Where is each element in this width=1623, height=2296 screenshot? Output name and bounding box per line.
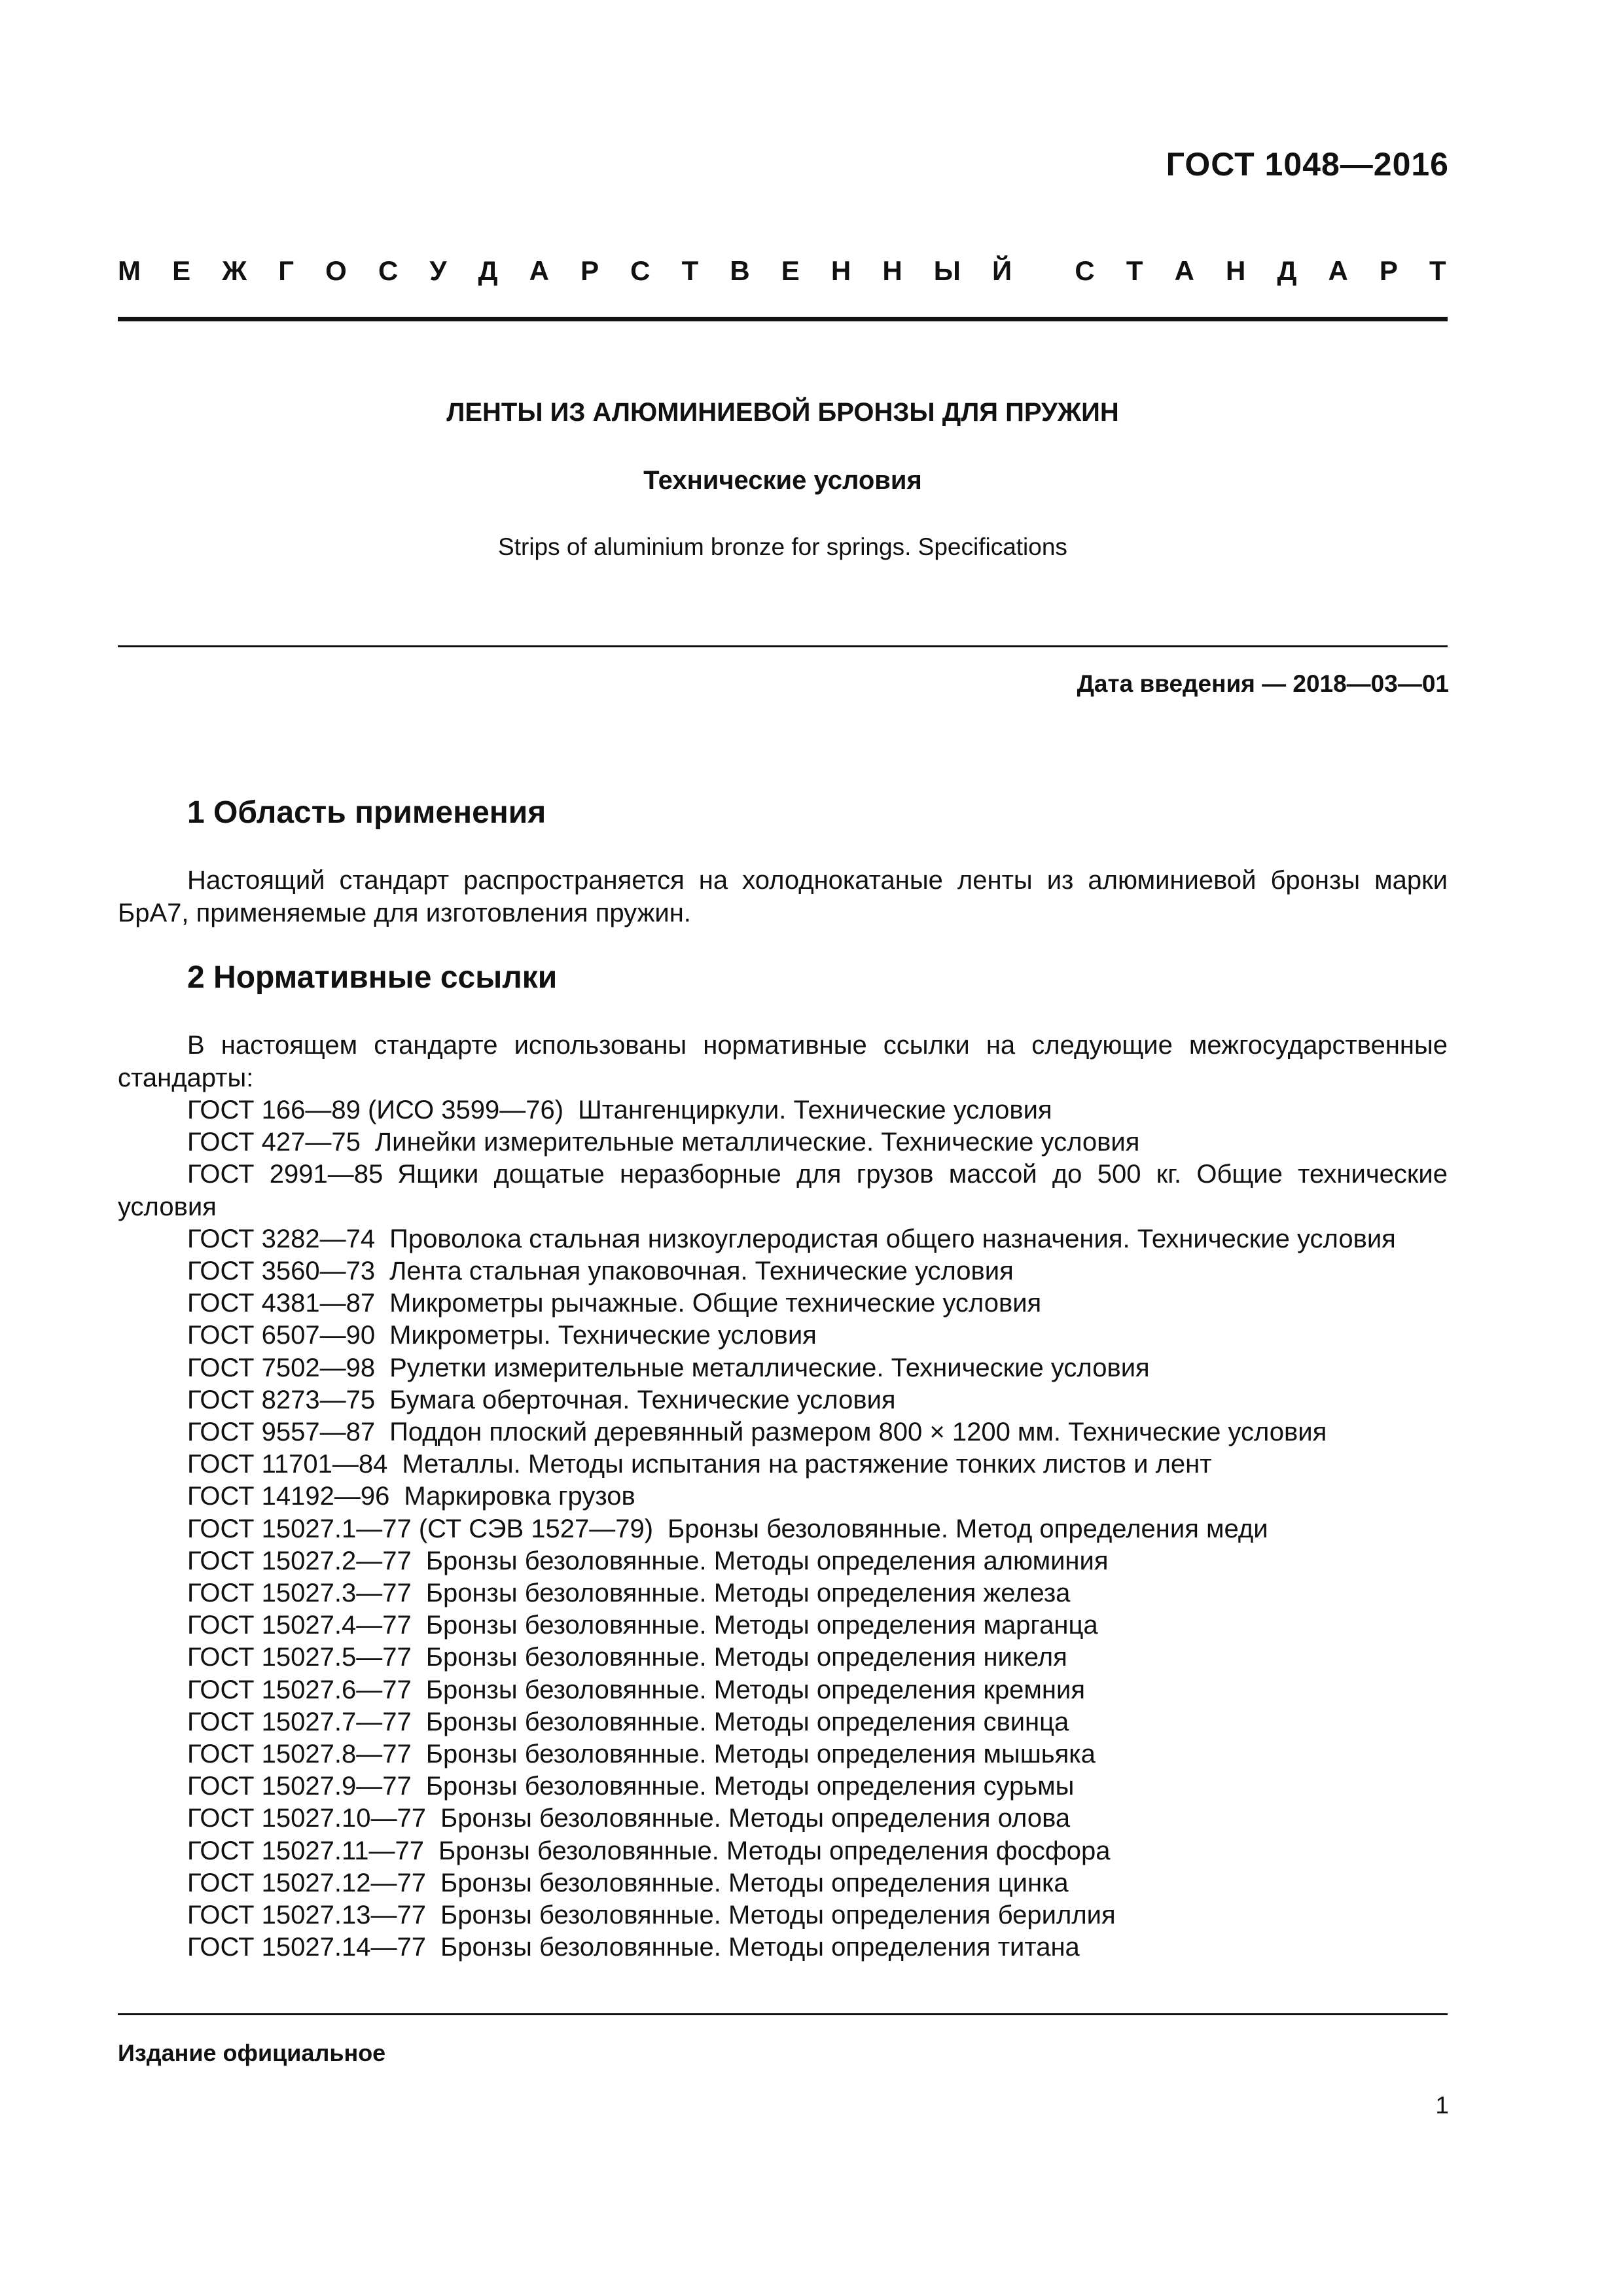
- document-subtitle: Технические условия: [643, 466, 922, 495]
- reference-code: ГОСТ 15027.3—77: [187, 1579, 412, 1608]
- reference-title: Бронзы безоловянные. Методы определения алюминия: [425, 1546, 1109, 1575]
- document-designation: ГОСТ 1048—2016: [1166, 146, 1449, 183]
- reference-title: Лента стальная упаковочная. Технические условия: [389, 1257, 1014, 1286]
- reference-item: [118, 1803, 1448, 1835]
- reference-item: [118, 1899, 1448, 1931]
- reference-item: [118, 1545, 1448, 1577]
- reference-title: Ящики дощатые неразборные для грузов массой до 500 кг. Общие технические условия: [118, 1160, 1448, 1221]
- reference-title: Маркировка грузов: [404, 1482, 635, 1511]
- reference-title: Штангенциркули. Технические условия: [578, 1096, 1052, 1124]
- standard-type-letter: Т: [1429, 255, 1446, 286]
- introduction-date: Дата введения — 2018—03—01: [1077, 670, 1449, 697]
- section-1-text: Настоящий стандарт распространяется на холоднокатаные ленты из алюминиевой бронзы марки БрА7, применяемые для изготовления пружин.: [118, 866, 1448, 927]
- reference-code: ГОСТ 15027.9—77: [187, 1772, 412, 1801]
- reference-title: Бронзы безоловянные. Методы определения фосфора: [438, 1836, 1111, 1865]
- reference-code: ГОСТ 7502—98: [187, 1353, 376, 1382]
- reference-title: Поддон плоский деревянный размером 800 × 1200 мм. Технические условия: [389, 1418, 1327, 1447]
- reference-item: [118, 1384, 1448, 1416]
- reference-code: ГОСТ 3282—74: [187, 1224, 376, 1253]
- reference-title: Бумага оберточная. Технические условия: [389, 1385, 896, 1414]
- reference-item: [118, 1319, 1448, 1352]
- reference-item: [118, 1158, 1448, 1223]
- reference-code: ГОСТ 15027.14—77: [187, 1933, 426, 1962]
- reference-item: [118, 1867, 1448, 1899]
- reference-code: ГОСТ 15027.1—77 (СТ СЭВ 1527—79): [187, 1514, 654, 1543]
- reference-item: [118, 1480, 1448, 1513]
- reference-item: [118, 1706, 1448, 1738]
- header-divider: [118, 317, 1448, 321]
- reference-code: ГОСТ 3560—73: [187, 1257, 376, 1286]
- reference-item: [118, 1835, 1448, 1867]
- standard-type-letter: У: [429, 255, 447, 286]
- section-2-intro: В настоящем стандарте использованы нормативные ссылки на следующие межгосударственные стандарты:: [118, 1031, 1448, 1092]
- reference-title: Микрометры рычажные. Общие технические условия: [389, 1289, 1042, 1318]
- reference-code: ГОСТ 8273—75: [187, 1385, 376, 1414]
- reference-code: ГОСТ 15027.6—77: [187, 1675, 412, 1704]
- reference-title: Бронзы безоловянные. Методы определения бериллия: [440, 1901, 1116, 1930]
- english-title: Strips of aluminium bronze for springs. Specifications: [498, 533, 1067, 560]
- reference-title: Металлы. Методы испытания на растяжение тонких листов и лент: [402, 1450, 1212, 1479]
- standard-type-letter: Е: [172, 255, 191, 286]
- page-number: 1: [1435, 2092, 1449, 2119]
- reference-code: ГОСТ 6507—90: [187, 1321, 376, 1350]
- reference-item: [118, 1641, 1448, 1674]
- reference-item: [118, 1352, 1448, 1384]
- reference-item: [118, 1094, 1448, 1126]
- reference-code: ГОСТ 11701—84: [187, 1450, 388, 1479]
- standard-type-heading: [118, 255, 1446, 287]
- standard-type-letter: М: [118, 255, 141, 286]
- standard-type-letter: Т: [1126, 255, 1143, 286]
- reference-code: ГОСТ 15027.2—77: [187, 1546, 412, 1575]
- reference-code: ГОСТ 2991—85: [187, 1160, 383, 1189]
- reference-title: Бронзы безоловянные. Методы определения никеля: [425, 1643, 1067, 1672]
- reference-code: ГОСТ 4381—87: [187, 1289, 376, 1318]
- reference-code: ГОСТ 15027.12—77: [187, 1868, 426, 1897]
- standard-type-letter: Н: [1226, 255, 1246, 286]
- standard-type-letter: А: [1174, 255, 1194, 286]
- reference-code: ГОСТ 14192—96: [187, 1482, 390, 1511]
- reference-title: Бронзы безоловянные. Методы определения сурьмы: [425, 1772, 1075, 1801]
- reference-title: Бронзы безоловянные. Метод определения меди: [668, 1514, 1268, 1543]
- standard-type-letter: Р: [1379, 255, 1398, 286]
- standard-type-letter: Е: [781, 255, 800, 286]
- reference-title: Рулетки измерительные металлические. Технические условия: [389, 1353, 1150, 1382]
- reference-code: ГОСТ 15027.4—77: [187, 1611, 412, 1640]
- standard-type-letter: О: [325, 255, 347, 286]
- standard-type-letter: А: [1328, 255, 1348, 286]
- standard-type-letter: Т: [681, 255, 699, 286]
- reference-item: [118, 1416, 1448, 1448]
- reference-code: ГОСТ 427—75: [187, 1128, 361, 1157]
- official-edition-label: Издание официальное: [118, 2039, 386, 2066]
- reference-item: [118, 1931, 1448, 1964]
- standard-type-letter: А: [529, 255, 549, 286]
- reference-item: [118, 1770, 1448, 1803]
- reference-title: Бронзы безоловянные. Методы определения мышьяка: [425, 1740, 1096, 1769]
- reference-title: Бронзы безоловянные. Методы определения олова: [440, 1804, 1071, 1833]
- reference-title: Бронзы безоловянные. Методы определения свинца: [425, 1707, 1069, 1736]
- standard-type-letter: В: [730, 255, 750, 286]
- standard-type-letter: С: [630, 255, 651, 286]
- title-divider: [118, 645, 1448, 647]
- standard-type-letter: Н: [830, 255, 851, 286]
- reference-item: [118, 1513, 1448, 1545]
- standard-type-letter: Д: [478, 255, 498, 286]
- standard-type-letter: С: [1075, 255, 1095, 286]
- reference-item: [118, 1448, 1448, 1480]
- reference-title: Бронзы безоловянные. Методы определения железа: [425, 1579, 1071, 1608]
- reference-item: [118, 1126, 1448, 1158]
- reference-code: ГОСТ 15027.11—77: [187, 1836, 424, 1865]
- document-title: ЛЕНТЫ ИЗ АЛЮМИНИЕВОЙ БРОНЗЫ ДЛЯ ПРУЖИН: [446, 398, 1119, 427]
- reference-item: [118, 1287, 1448, 1319]
- reference-item: [118, 1609, 1448, 1641]
- reference-code: ГОСТ 15027.10—77: [187, 1804, 426, 1833]
- reference-item: [118, 1738, 1448, 1770]
- standard-type-letter: Д: [1277, 255, 1297, 286]
- reference-code: ГОСТ 15027.5—77: [187, 1643, 412, 1672]
- standard-type-letter: Й: [992, 255, 1012, 286]
- section-2-heading: 2 Нормативные ссылки: [187, 960, 558, 995]
- reference-title: Микрометры. Технические условия: [389, 1321, 817, 1350]
- reference-title: Бронзы безоловянные. Методы определения марганца: [425, 1611, 1098, 1640]
- standard-type-letter: Ы: [933, 255, 961, 286]
- reference-code: ГОСТ 9557—87: [187, 1418, 376, 1447]
- standard-type-letter: Г: [278, 255, 294, 286]
- normative-references-list: [118, 1094, 1448, 1964]
- reference-code: ГОСТ 15027.7—77: [187, 1707, 412, 1736]
- standard-type-letter: Ж: [222, 255, 247, 286]
- reference-title: Бронзы безоловянные. Методы определения кремния: [425, 1675, 1086, 1704]
- reference-title: Бронзы безоловянные. Методы определения цинка: [440, 1868, 1069, 1897]
- reference-title: Бронзы безоловянные. Методы определения титана: [440, 1933, 1080, 1962]
- reference-code: ГОСТ 15027.13—77: [187, 1901, 426, 1930]
- standard-type-letter: Н: [882, 255, 902, 286]
- reference-code: ГОСТ 166—89 (ИСО 3599—76): [187, 1096, 564, 1124]
- reference-code: ГОСТ 15027.8—77: [187, 1740, 412, 1769]
- reference-item: [118, 1577, 1448, 1609]
- reference-item: [118, 1223, 1448, 1255]
- reference-title: Линейки измерительные металлические. Технические условия: [374, 1128, 1140, 1157]
- section-1-heading: 1 Область применения: [187, 795, 546, 830]
- standard-type-letter: С: [378, 255, 399, 286]
- footer-divider: [118, 2013, 1448, 2015]
- reference-title: Проволока стальная низкоуглеродистая общего назначения. Технические условия: [389, 1224, 1396, 1253]
- reference-item: [118, 1255, 1448, 1287]
- standard-type-letter: Р: [580, 255, 599, 286]
- reference-item: [118, 1674, 1448, 1706]
